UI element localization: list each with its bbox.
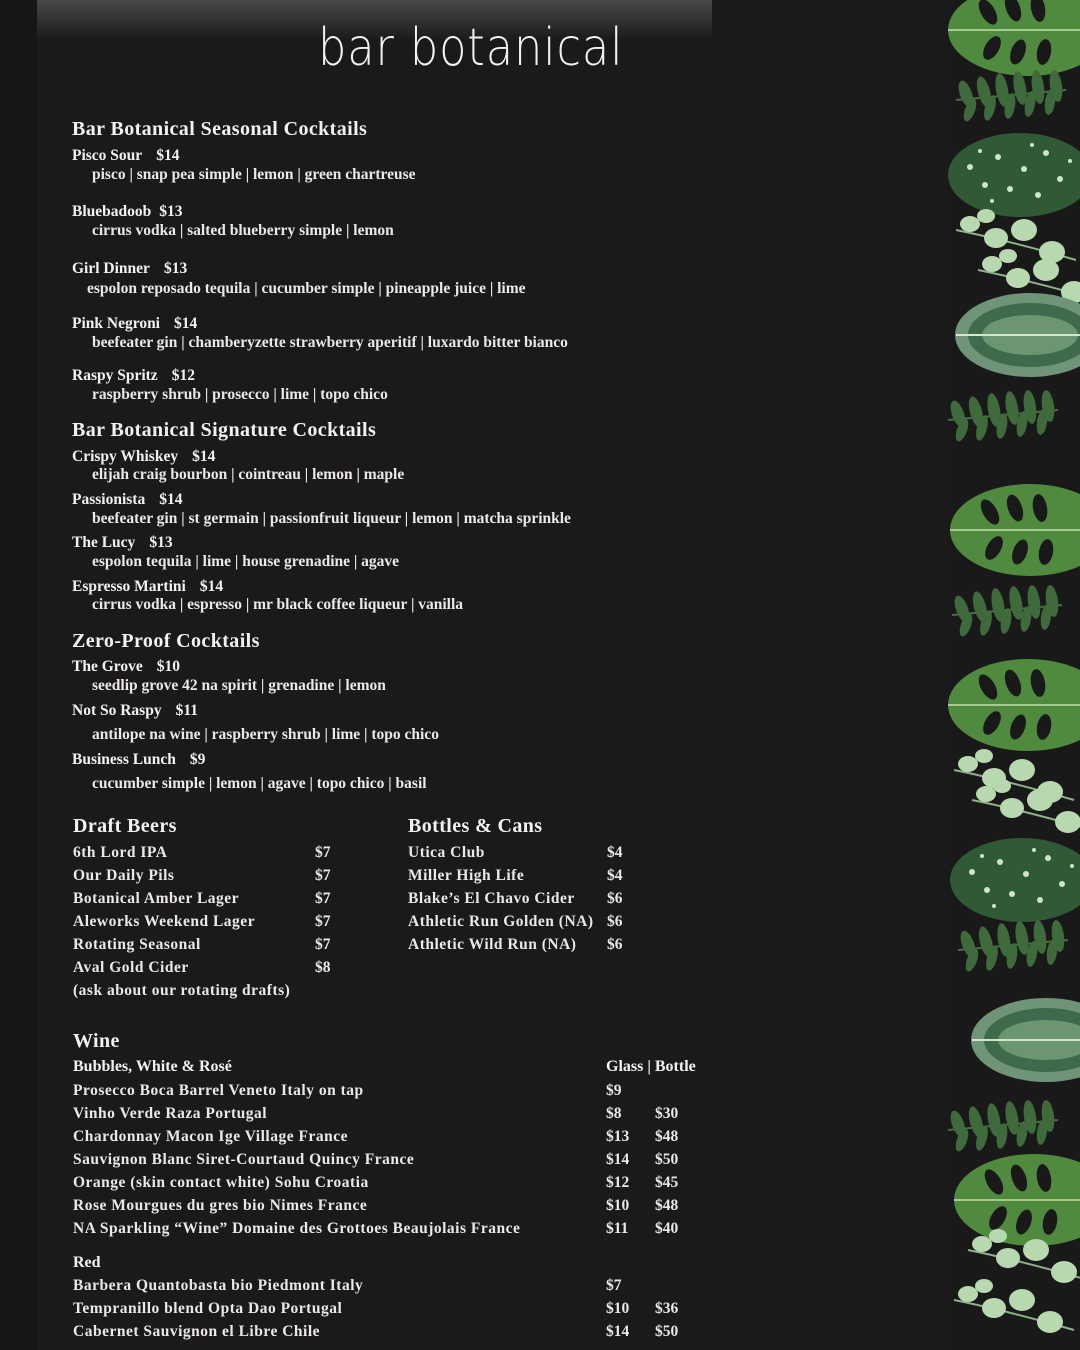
wine-glass-price: $10 (606, 1197, 630, 1214)
wine-glass-price: $10 (606, 1300, 630, 1317)
menu-item-name: Passionista $14 (72, 491, 183, 508)
bottle-price: $4 (607, 867, 623, 884)
wine-bottle-price: $36 (655, 1300, 679, 1317)
menu-item-name: Crispy Whiskey $14 (72, 448, 216, 465)
bottle-name: Athletic Wild Run (NA) (408, 936, 577, 953)
wine-glass-price: $9 (606, 1082, 622, 1099)
wine-bottle-price: $30 (655, 1105, 679, 1122)
menu-item-desc: beefeater gin | chamberyzette strawberry aperitif | luxardo bitter bianco (92, 334, 568, 351)
menu-item-name: Raspy Spritz $12 (72, 367, 195, 384)
wine-glass-price: $14 (606, 1323, 630, 1340)
menu-item-desc: seedlip grove 42 na spirit | grenadine | lemon (92, 677, 386, 694)
menu-item-name: The Grove $10 (72, 658, 180, 675)
menu-item-desc: cirrus vodka | espresso | mr black coffee liqueur | vanilla (92, 596, 464, 613)
menu-item-desc: pisco | snap pea simple | lemon | green chartreuse (92, 166, 416, 183)
bottle-price: $6 (607, 913, 623, 930)
bottle-price: $4 (607, 844, 623, 861)
wine-name: NA Sparkling “Wine” Domaine des Grottoes Beaujolais France (73, 1220, 521, 1237)
beer-name: Our Daily Pils (73, 867, 175, 884)
beer-price: $7 (315, 913, 331, 930)
menu-item-name: Pisco Sour $14 (72, 147, 180, 164)
section-title-wine: Wine (73, 1030, 120, 1052)
beer-price: $7 (315, 867, 331, 884)
bottle-name: Utica Club (408, 844, 485, 861)
wine-subtitle-whites: Bubbles, White & Rosé (73, 1058, 232, 1075)
bottle-name: Athletic Run Golden (NA) (408, 913, 594, 930)
wine-bottle-price: $40 (655, 1220, 679, 1237)
wine-bottle-price: $48 (655, 1197, 679, 1214)
wine-glass-price: $13 (606, 1128, 630, 1145)
beer-price: $7 (315, 844, 331, 861)
beer-name: 6th Lord IPA (73, 844, 168, 861)
beer-name: Aleworks Weekend Lager (73, 913, 256, 930)
beer-price: $7 (315, 890, 331, 907)
logo: bar botanical (318, 18, 624, 78)
menu-item-name: Espresso Martini $14 (72, 578, 224, 595)
section-title-seasonal: Bar Botanical Seasonal Cocktails (72, 118, 368, 140)
beer-name: Botanical Amber Lager (73, 890, 240, 907)
wine-subtitle-red: Red (73, 1254, 101, 1271)
wine-glass-price: $14 (606, 1151, 630, 1168)
wine-bottle-price: $50 (655, 1151, 679, 1168)
section-title-signature: Bar Botanical Signature Cocktails (72, 419, 377, 441)
wine-glass-price: $8 (606, 1105, 622, 1122)
section-title-bottles-cans: Bottles & Cans (408, 815, 543, 837)
wine-name: Vinho Verde Raza Portugal (73, 1105, 268, 1122)
botanical-leaf-border (948, 0, 1080, 1350)
wine-name: Cabernet Sauvignon el Libre Chile (73, 1323, 321, 1340)
left-margin (0, 0, 37, 1350)
menu-item-desc: elijah craig bourbon | cointreau | lemon | maple (92, 466, 405, 483)
bottle-price: $6 (607, 890, 623, 907)
beer-price: $8 (315, 959, 331, 976)
menu-item-name: Girl Dinner $13 (72, 260, 188, 277)
section-title-draft-beers: Draft Beers (73, 815, 177, 837)
menu-item-desc: antilope na wine | raspberry shrub | lime | topo chico (92, 726, 439, 743)
section-title-zero-proof: Zero-Proof Cocktails (72, 630, 260, 652)
menu-item-desc: cucumber simple | lemon | agave | topo chico | basil (92, 775, 427, 792)
menu-item-desc: espolon reposado tequila | cucumber simple | pineapple juice | lime (87, 280, 526, 297)
bottle-name: Blake’s El Chavo Cider (408, 890, 575, 907)
menu-item-desc: raspberry shrub | prosecco | lime | topo chico (92, 386, 388, 403)
menu-item-name: The Lucy $13 (72, 534, 173, 551)
leaf-illustration-icon (948, 0, 1080, 1350)
wine-bottle-price: $48 (655, 1128, 679, 1145)
beer-name: Aval Gold Cider (73, 959, 189, 976)
menu-item-desc: beefeater gin | st germain | passionfruit liqueur | lemon | matcha sprinkle (92, 510, 571, 527)
wine-price-header: Glass | Bottle (606, 1058, 696, 1075)
beer-price: $7 (315, 936, 331, 953)
wine-glass-price: $7 (606, 1277, 622, 1294)
menu-item-name: Not So Raspy $11 (72, 702, 198, 719)
wine-name: Prosecco Boca Barrel Veneto Italy on tap (73, 1082, 364, 1099)
menu-item-name: Bluebadoob $13 (72, 203, 183, 220)
wine-name: Sauvignon Blanc Siret-Courtaud Quincy France (73, 1151, 415, 1168)
wine-bottle-price: $45 (655, 1174, 679, 1191)
draft-note: (ask about our rotating drafts) (73, 982, 291, 999)
menu-item-desc: cirrus vodka | salted blueberry simple | lemon (92, 222, 394, 239)
wine-name: Barbera Quantobasta bio Piedmont Italy (73, 1277, 364, 1294)
menu-item-name: Business Lunch $9 (72, 751, 206, 768)
wine-name: Rose Mourgues du gres bio Nimes France (73, 1197, 368, 1214)
bottle-name: Miller High Life (408, 867, 525, 884)
wine-name: Tempranillo blend Opta Dao Portugal (73, 1300, 343, 1317)
wine-name: Orange (skin contact white) Sohu Croatia (73, 1174, 369, 1191)
menu-item-name: Pink Negroni $14 (72, 315, 198, 332)
wine-name: Chardonnay Macon Ige Village France (73, 1128, 348, 1145)
wine-glass-price: $12 (606, 1174, 630, 1191)
wine-glass-price: $11 (606, 1220, 629, 1237)
wine-bottle-price: $50 (655, 1323, 679, 1340)
bottle-price: $6 (607, 936, 623, 953)
menu-item-desc: espolon tequila | lime | house grenadine | agave (92, 553, 400, 570)
beer-name: Rotating Seasonal (73, 936, 201, 953)
